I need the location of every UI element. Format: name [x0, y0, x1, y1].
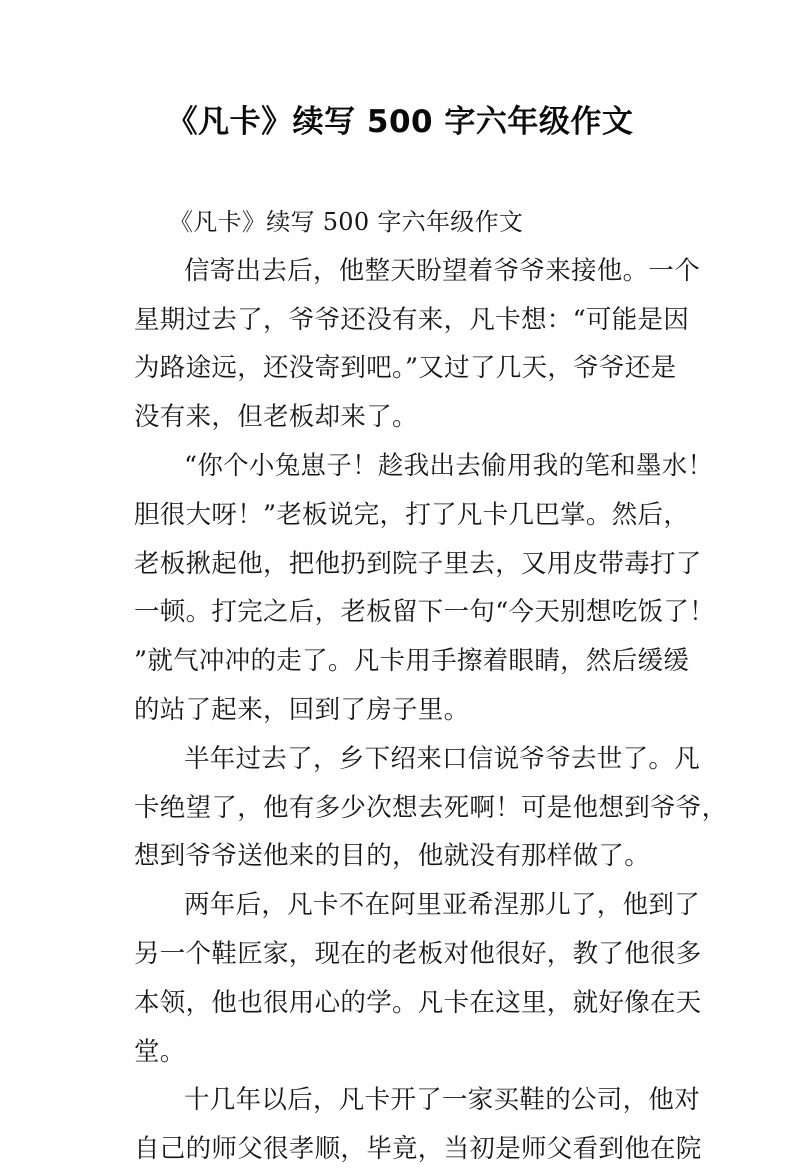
- paragraph: [134, 735, 728, 881]
- document-title: 《凡卡》续写 500 字六年级作文: [166, 104, 634, 140]
- paragraph-line: ”就气冲冲的走了。凡卡用手擦着眼睛，然后缓缓: [134, 646, 690, 677]
- paragraph-line: 的站了起来，回到了房子里。: [134, 694, 470, 725]
- paragraph-line: 十几年以后，凡卡开了一家买鞋的公司，他对: [184, 1085, 701, 1116]
- paragraph-line: 为路途远，还没寄到吧。”又过了几天，爷爷还是: [134, 353, 677, 384]
- paragraph-line: “你个小兔崽子！趁我出去偷用我的笔和墨水！: [184, 450, 714, 481]
- document-body: [134, 198, 728, 1174]
- paragraph-line: 星期过去了，爷爷还没有来，凡卡想：“可能是因: [134, 304, 690, 335]
- paragraph-line: 另一个鞋匠家，现在的老板对他很好，教了他很多: [134, 938, 702, 969]
- paragraph-line: 胆很大呀！”老板说完，打了凡卡几巴掌。然后，: [134, 499, 690, 530]
- paragraph-line: 本领，他也很用心的学。凡卡在这里，就好像在天: [134, 987, 702, 1018]
- paragraph: [134, 1076, 702, 1174]
- document-subtitle: 《凡卡》续写 500 字六年级作文: [169, 208, 524, 236]
- paragraph: [134, 442, 715, 735]
- paragraph-line: 信寄出去后，他整天盼望着爷爷来接他。一个: [184, 255, 701, 286]
- paragraph-line: 自己的师父很孝顺，毕竟，当初是师父看到他在院: [134, 1134, 702, 1165]
- paragraph-line: 没有来，但老板却来了。: [134, 402, 418, 433]
- paragraph-line: 半年过去了，乡下绍来口信说爷爷去世了。凡: [184, 743, 701, 774]
- paragraph-line: 想到爷爷送他来的目的，他就没有那样做了。: [134, 841, 651, 872]
- paragraph-line: 一顿。打完之后，老板留下一句“今天别想吃饭了！: [134, 597, 715, 628]
- paragraph-line: 老板揪起他，把他扔到院子里去，又用皮带毒打了: [134, 548, 702, 579]
- paragraph: [134, 881, 702, 1076]
- paragraph-line: 卡绝望了，他有多少次想去死啊！可是他想到爷爷，: [134, 792, 728, 823]
- paragraph-line: 两年后，凡卡不在阿里亚希涅那儿了，他到了: [184, 890, 701, 921]
- paragraph-line: 堂。: [134, 1036, 186, 1067]
- paragraph: [134, 247, 701, 442]
